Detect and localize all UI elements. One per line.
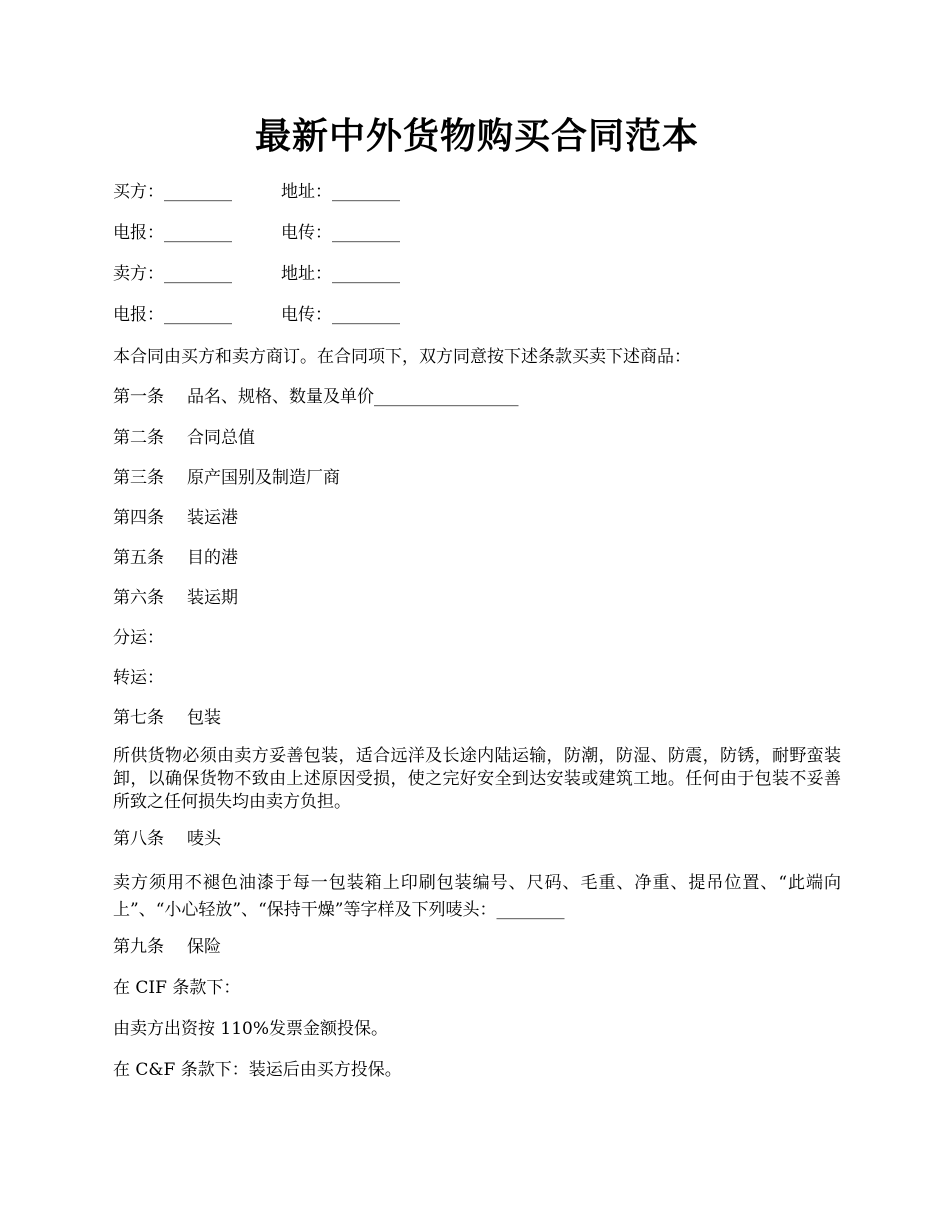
seller-contact-row [113,303,400,327]
article-number: 第九条 [113,937,164,957]
buyer-telegram-field: 电报：________ [113,223,232,243]
cf-line: 在 C&F 条款下：装运后由买方投保。 [113,1060,402,1080]
article-3 [113,466,340,490]
article-number: 第六条 [113,588,164,608]
article-number: 第二条 [113,428,164,448]
cif-body-line: 由卖方出资按 110%发票金额投保。 [113,1019,389,1039]
buyer-field: 买方：________ [113,182,232,202]
article-heading: 品名、规格、数量及单价_________________ [187,387,519,407]
intro-paragraph: 本合同由买方和卖方商订。在合同项下，双方同意按下述条款买卖下述商品： [113,347,691,367]
buyer-address-field: 地址：________ [281,182,400,202]
article-heading: 唛头 [187,829,221,849]
article-4 [113,506,238,530]
article-heading: 包装 [187,708,221,728]
seller-field: 卖方：________ [113,264,232,284]
seller-row [113,262,400,286]
buyer-telex-field: 电传：________ [281,223,400,243]
buyer-row [113,180,400,204]
article-heading: 装运期 [187,588,238,608]
article-1 [113,385,519,409]
marks-paragraph: 卖方须用不褪色油漆于每一包装箱上印刷包装编号、尺码、毛重、净重、提吊位置、“此端向上”、“小心轻放”、“保持干燥”等字样及下列唛头：________ [113,873,841,920]
article-heading: 装运港 [187,508,238,528]
article-heading: 原产国别及制造厂商 [187,468,340,488]
article-number: 第七条 [113,708,164,728]
article-number: 第三条 [113,468,164,488]
buyer-contact-row [113,221,400,245]
article-number: 第四条 [113,508,164,528]
article-9 [113,935,221,959]
article-number: 第八条 [113,829,164,849]
seller-telegram-field: 电报：________ [113,305,232,325]
article-heading: 合同总值 [187,428,255,448]
document-title: 最新中外货物购买合同范本 [254,115,699,157]
article-7 [113,706,221,730]
seller-address-field: 地址：________ [281,264,400,284]
seller-telex-field: 电传：________ [281,305,400,325]
article-5 [113,546,238,570]
article-heading: 目的港 [187,548,238,568]
cif-line: 在 CIF 条款下： [113,978,241,998]
article-number: 第一条 [113,387,164,407]
article-2 [113,426,255,450]
transshipment-line: 转运： [113,668,164,688]
article-heading: 保险 [187,937,221,957]
packing-paragraph: 所供货物必须由卖方妥善包装，适合远洋及长途内陆运输，防潮，防湿、防震，防锈，耐野蛮装卸，以确保货物不致由上述原因受损，使之完好安全到达安装或建筑工地。任何由于包装不妥善所致之任何损失均由卖方负担。 [113,746,841,812]
partial-shipment-line: 分运： [113,628,164,648]
article-6 [113,586,238,610]
article-number: 第五条 [113,548,164,568]
article-8 [113,827,221,851]
